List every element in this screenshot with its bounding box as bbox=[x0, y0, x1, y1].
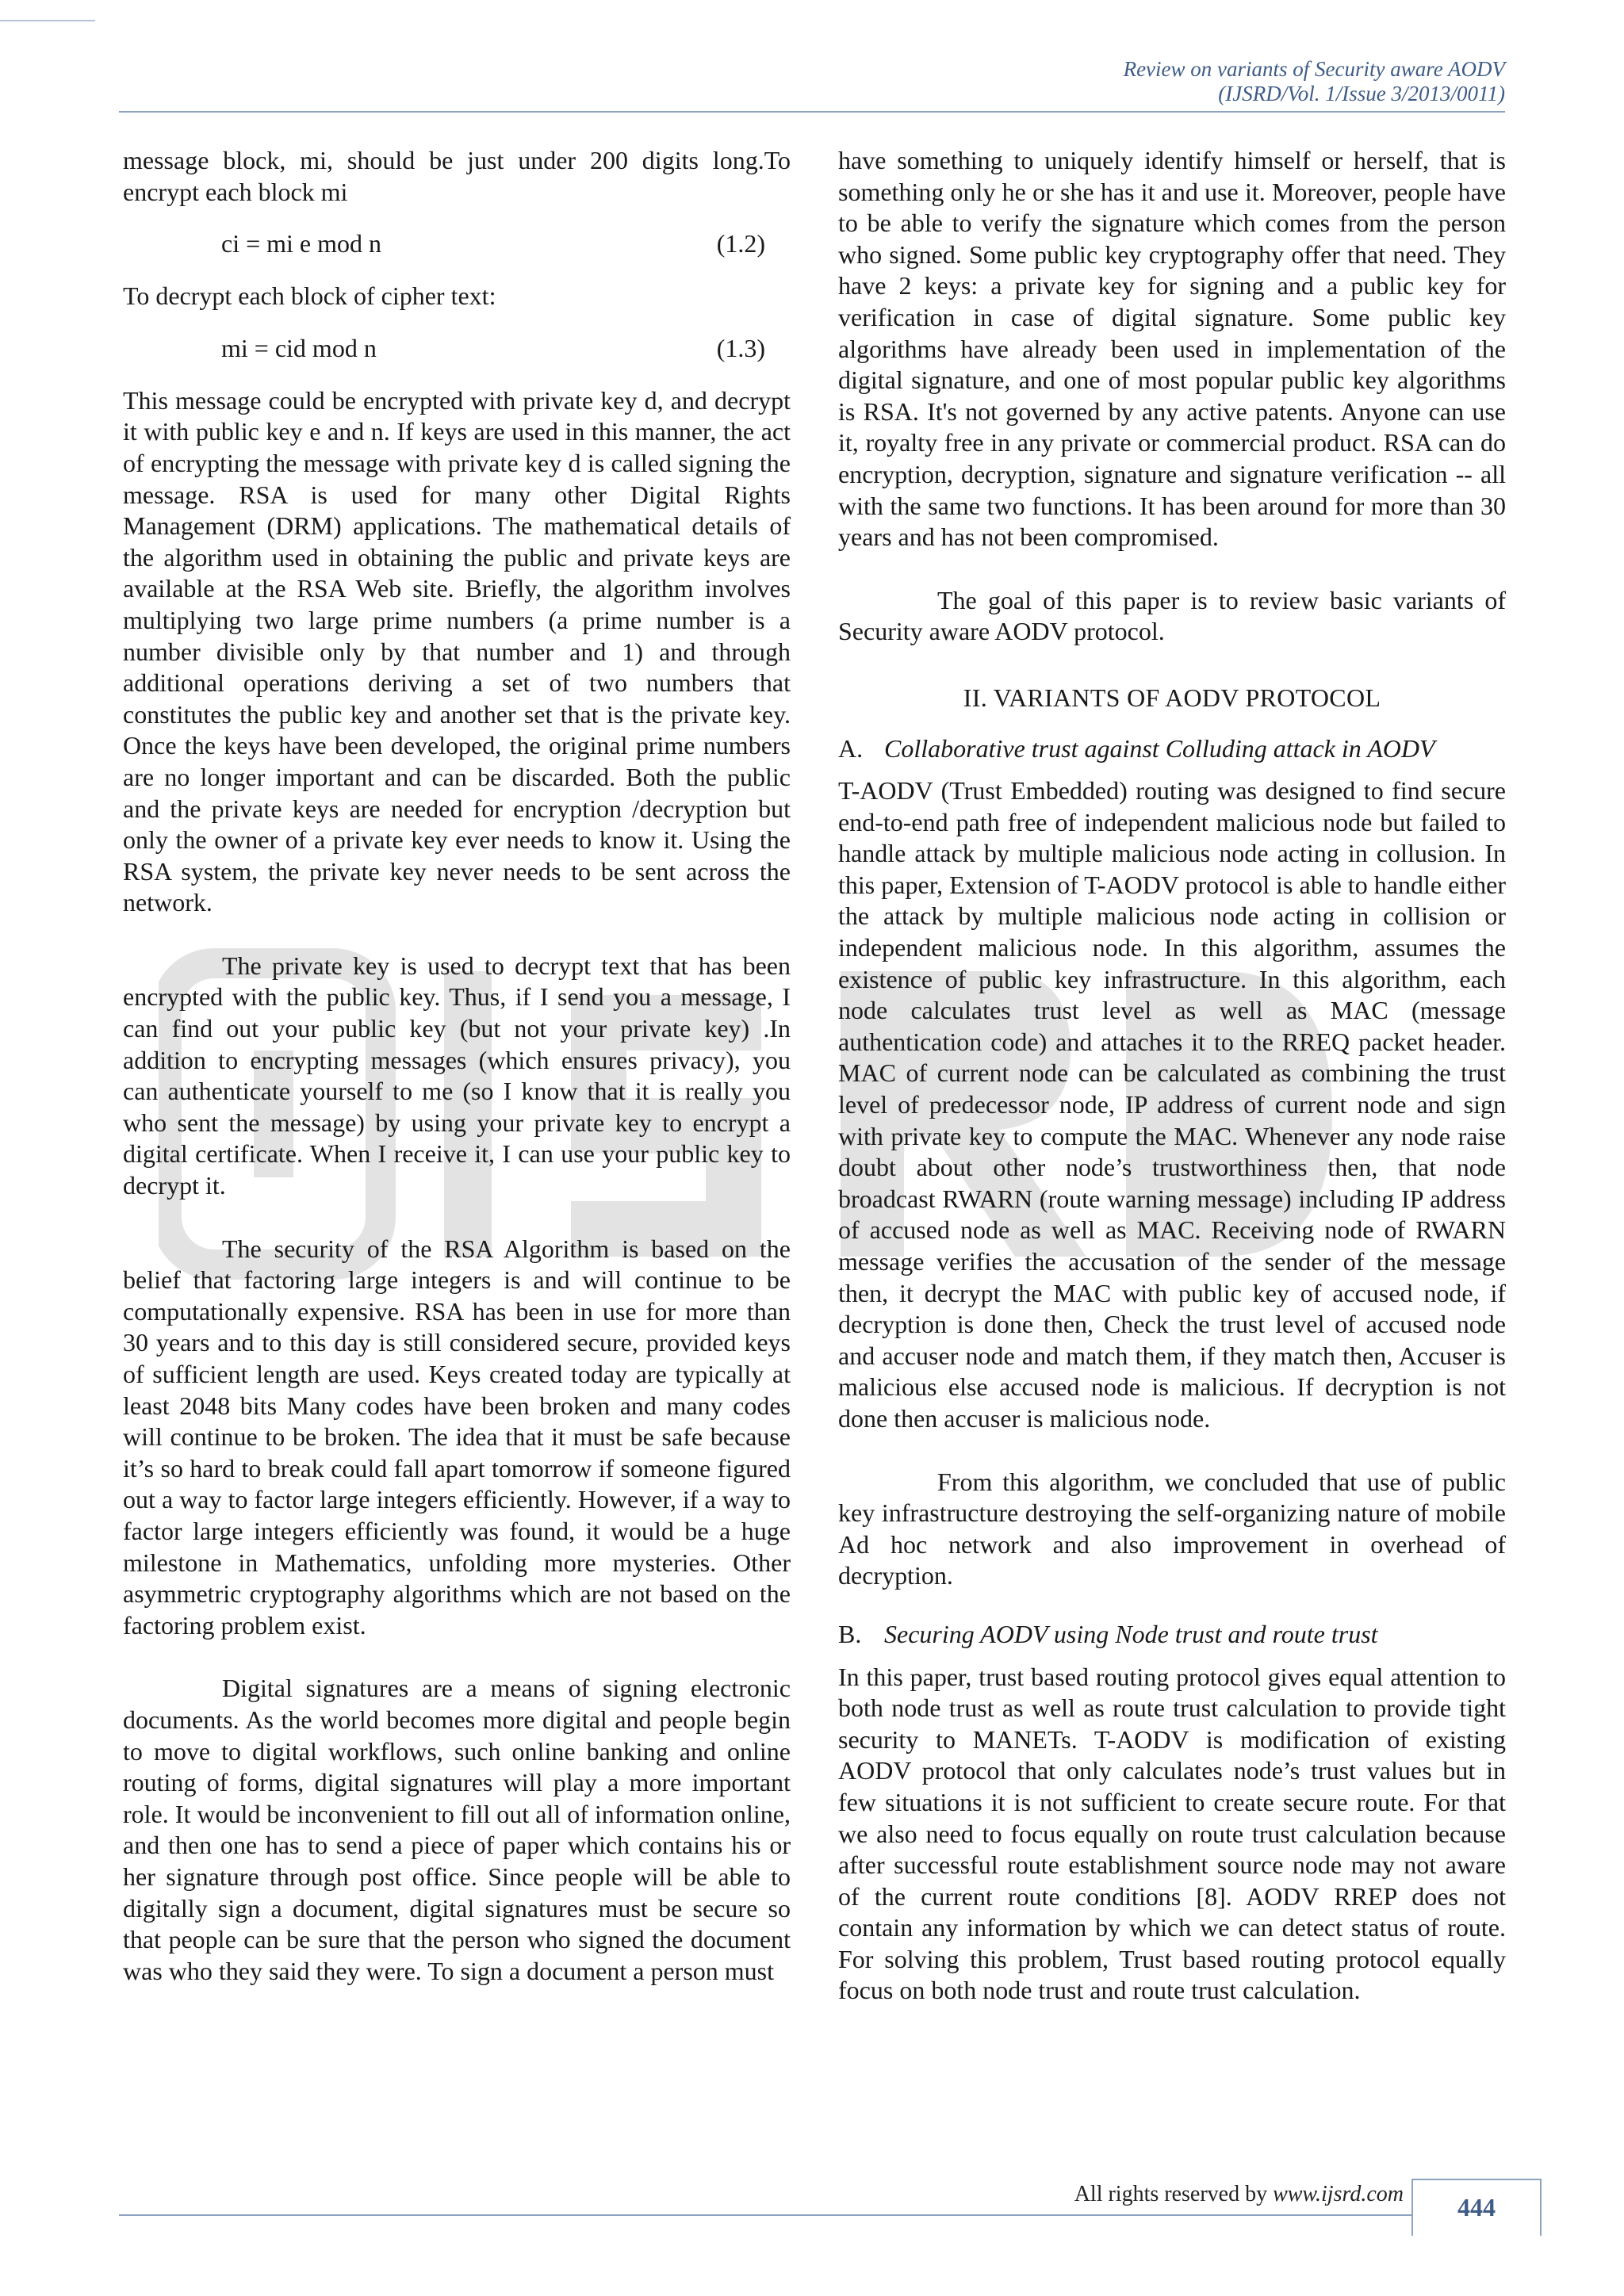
header-divider bbox=[119, 111, 1505, 113]
body-paragraph: T-AODV (Trust Embedded) routing was designed to find secure end-to-end path free of independent malicious node but failed to handle attack by multiple malicious node acting in collusion. In this paper, Extension of T-AODV protocol is able to handle either the attack by multiple malicious node acting in collision or independent malicious node. In this algorithm, assumes the existence of public key infrastructure. In this algorithm, each node calculates trust level as well as MAC (message authentication code) and attaches it to the RREQ packet header. MAC of current node can be calculated as combining the trust level of predecessor node, IP address of current node and sign with private key to compute the MAC. Whenever any node raise doubt about other node’s trustworthiness then, that node broadcast RWARN (route warning message) including IP address of accused node as well as MAC. Receiving node of RWARN message verifies the accusation of the sender of the message then, it decrypt the MAC with public key of accused node, if decryption is done then, Check the trust level of accused node and accuser node and match them, if they match then, Accuser is malicious else accused node is malicious. If decryption is not done then accuser is malicious node. bbox=[838, 776, 1506, 1433]
running-header-citation: (IJSRD/Vol. 1/Issue 3/2013/0011) bbox=[1218, 82, 1505, 105]
subsection-letter: B. bbox=[838, 1619, 862, 1648]
equation-number: (1.2) bbox=[716, 229, 765, 258]
page-number: 444 bbox=[1457, 2193, 1496, 2221]
body-paragraph: To decrypt each block of cipher text: bbox=[123, 281, 496, 311]
footer-site-link[interactable]: www.ijsrd.com bbox=[1273, 2182, 1404, 2206]
subsection-heading-b bbox=[838, 1619, 1506, 1651]
body-paragraph: This message could be encrypted with private key d, and decrypt it with public key e and n. If keys are used in this manner, the act of encrypting the message with private key d is called signing the message. RSA is used for many other Digital Rights Management (DRM) applications. The mathematical details of the algorithm used in obtaining the public and private keys are available at the RSA Web site. Briefly, the algorithm involves multiplying two large prime numbers (a prime number is a number divisible only by that number and 1) and through additional operations deriving a set of two numbers that constitutes the public key and another set that is the private key. Once the keys have been developed, the original prime numbers are no longer important and can be discarded. Both the public and the private keys are needed for encryption /decryption but only the owner of a private key ever needs to know it. Using the RSA system, the private key never needs to be sent across the network. bbox=[123, 385, 791, 917]
footer-divider bbox=[119, 2214, 1411, 2216]
subsection-heading-a bbox=[838, 733, 1506, 765]
body-paragraph: In this paper, trust based routing protocol gives equal attention to both node trust as well as route trust calculation to provide tight security to MANETs. T-AODV is modification of existing AODV protocol that only calculates node’s trust values but in few situations it is not sufficient to create secure route. For that we also need to focus equally on route trust calculation because after successful route establishment source node may not aware of the current route conditions [8]. AODV RREP does not contain any information by which we can detect status of route. For solving this problem, Trust based routing protocol equally focus on both node trust and route trust calculation. bbox=[838, 1662, 1506, 2005]
body-paragraph: message block, mi, should be just under 200 digits long.To encrypt each block mi bbox=[123, 146, 791, 206]
running-header bbox=[1124, 57, 1505, 106]
equation-1-3 bbox=[123, 333, 791, 365]
footer-text: All rights reserved by bbox=[1074, 2182, 1274, 2206]
body-paragraph: The security of the RSA Algorithm is based on the belief that factoring large integers is and will continue to be computationally expensive. RSA has been in use for more than 30 years and to this day is still considered secure, provided keys of sufficient length are used. Keys created today are typically at least 2048 bits Many codes have been broken and many codes will continue to be broken. The idea that it must be safe because it’s so hard to break could fall apart tomorrow if someone figured out a way to factor large integers efficiently. However, if a way to factor large integers efficiently was found, it would be a huge milestone in Mathematics, unfolding more mysteries. Other asymmetric cryptography algorithms which are not based on the factoring problem exist. bbox=[123, 1234, 791, 1640]
footer-copyright bbox=[1074, 2182, 1404, 2207]
running-header-title: Review on variants of Security aware AODV bbox=[1123, 57, 1505, 81]
equation-1-2 bbox=[123, 228, 791, 260]
body-paragraph: Digital signatures are a means of signing electronic documents. As the world becomes more digital and people begin to move to digital workflows, such online banking and online routing of forms, digital signatures will play a more important role. It would be inconvenient to fill out all of information online, and then one has to send a piece of paper which contains his or her signature through post office. Since people will be able to digitally sign a document, digital signatures must be secure so that people can be sure that the person who signed the document was who they said they were. To sign a document a person must bbox=[123, 1674, 791, 1985]
subsection-title: Collaborative trust against Colluding attack in AODV bbox=[884, 733, 1435, 763]
equation-number: (1.3) bbox=[716, 333, 765, 362]
body-paragraph: The goal of this paper is to review basic variants of Security aware AODV protocol. bbox=[838, 585, 1506, 646]
subsection-title: Securing AODV using Node trust and route trust bbox=[884, 1619, 1378, 1648]
equation-expression: ci = mi e mod n bbox=[221, 229, 382, 258]
equation-expression: mi = cid mod n bbox=[221, 333, 377, 362]
top-left-decorative-rule bbox=[0, 20, 95, 21]
section-heading: II. VARIANTS OF AODV PROTOCOL bbox=[963, 683, 1381, 712]
body-paragraph: The private key is used to decrypt text that has been encrypted with the public key. Thus, if I send you a message, I can find out your public key (but not your private key) .In addition to encrypting messages (which ensures privacy), you can authenticate yourself to me (so I know that it is really you who sent the message) by using your private key to encrypt a digital certificate. When I receive it, I can use your public key to decrypt it. bbox=[123, 951, 791, 1200]
body-paragraph: have something to uniquely identify himself or herself, that is something only he or she has it and use it. Moreover, people have to be able to verify the signature which comes from the person who signed. Some public key cryptography offer that need. They have 2 keys: a private key for signing and a public key for verification in case of digital signature. Some public key algorithms have already been used in implementation of the digital signature, and one of most popular public key algorithms is RSA. It's not governed by any active patents. Anyone can use it, royalty free in any private or commercial product. RSA can do encryption, decryption, signature and signature verification -- all with the same two functions. It has been around for more than 30 years and has not been compromised. bbox=[838, 146, 1506, 552]
subsection-letter: A. bbox=[838, 733, 864, 763]
right-column bbox=[838, 145, 1506, 2007]
body-paragraph: From this algorithm, we concluded that use of public key infrastructure destroying the self-organizing nature of mobile Ad hoc network and also improvement in overhead of decryption. bbox=[838, 1467, 1506, 1590]
left-column bbox=[123, 145, 791, 1987]
page-number-box bbox=[1411, 2179, 1542, 2236]
